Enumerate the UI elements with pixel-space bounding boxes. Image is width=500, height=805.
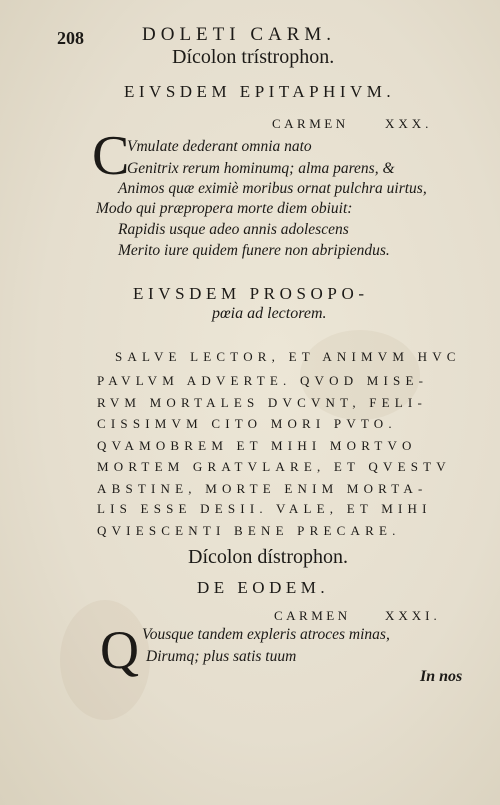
verse-line: Vmulate dederant omnia nato bbox=[127, 138, 312, 155]
prose-line: RVM MORTALES DVCVNT, FELI- bbox=[97, 395, 427, 410]
section-heading: DE EODEM. bbox=[197, 578, 330, 597]
section-subheading: pœia ad lectorem. bbox=[212, 305, 327, 322]
prose-line: LIS ESSE DESII. VALE, ET MIHI bbox=[97, 501, 432, 516]
verse-line: Rapidis usque adeo annis adolescens bbox=[118, 221, 349, 238]
prose-line: PAVLVM ADVERTE. QVOD MISE- bbox=[97, 373, 429, 388]
prose-line: QVIESCENTI BENE PRECARE. bbox=[97, 523, 401, 538]
prose-line: ABSTINE, MORTE ENIM MORTA- bbox=[97, 481, 428, 496]
carmen-number: XXXI. bbox=[385, 608, 441, 623]
section-heading: EIVSDEM PROSOPO- bbox=[133, 284, 369, 303]
prose-line: QVAMOBREM ET MIHI MORTVO bbox=[97, 438, 417, 453]
verse-line: Merito iure quidem funere non abripiendus. bbox=[118, 242, 390, 259]
meter-title: Dícolon dístrophon. bbox=[188, 546, 348, 568]
prose-line: SALVE LECTOR, ET ANIMVM HVC bbox=[115, 349, 461, 364]
drop-cap: Q bbox=[100, 620, 139, 680]
drop-cap: C bbox=[92, 125, 130, 187]
running-title: DOLETI CARM. bbox=[142, 24, 337, 45]
verse-line: Genitrix rerum hominumq; alma parens, & bbox=[127, 160, 395, 177]
verse-line: Vousque tandem expleris atroces minas, bbox=[142, 626, 390, 643]
prose-line: MORTEM GRATVLARE, ET QVESTV bbox=[97, 459, 451, 474]
section-heading: EIVSDEM EPITAPHIVM. bbox=[124, 82, 396, 101]
verse-line: Dirumq; plus satis tuum bbox=[146, 648, 297, 665]
catchword: In nos bbox=[420, 668, 463, 685]
page-number: 208 bbox=[57, 28, 84, 48]
carmen-label: CARMEN bbox=[274, 608, 351, 623]
verse-line: Animos quæ eximiè moribus ornat pulchra uirtus, bbox=[118, 180, 427, 197]
carmen-label: CARMEN bbox=[272, 116, 349, 131]
verse-line: Modo qui præpropera morte diem obiuit: bbox=[96, 200, 353, 217]
meter-title: Dícolon trístrophon. bbox=[172, 46, 335, 68]
carmen-number: XXX. bbox=[385, 116, 433, 131]
prose-line: CISSIMVM CITO MORI PVTO. bbox=[97, 416, 397, 431]
